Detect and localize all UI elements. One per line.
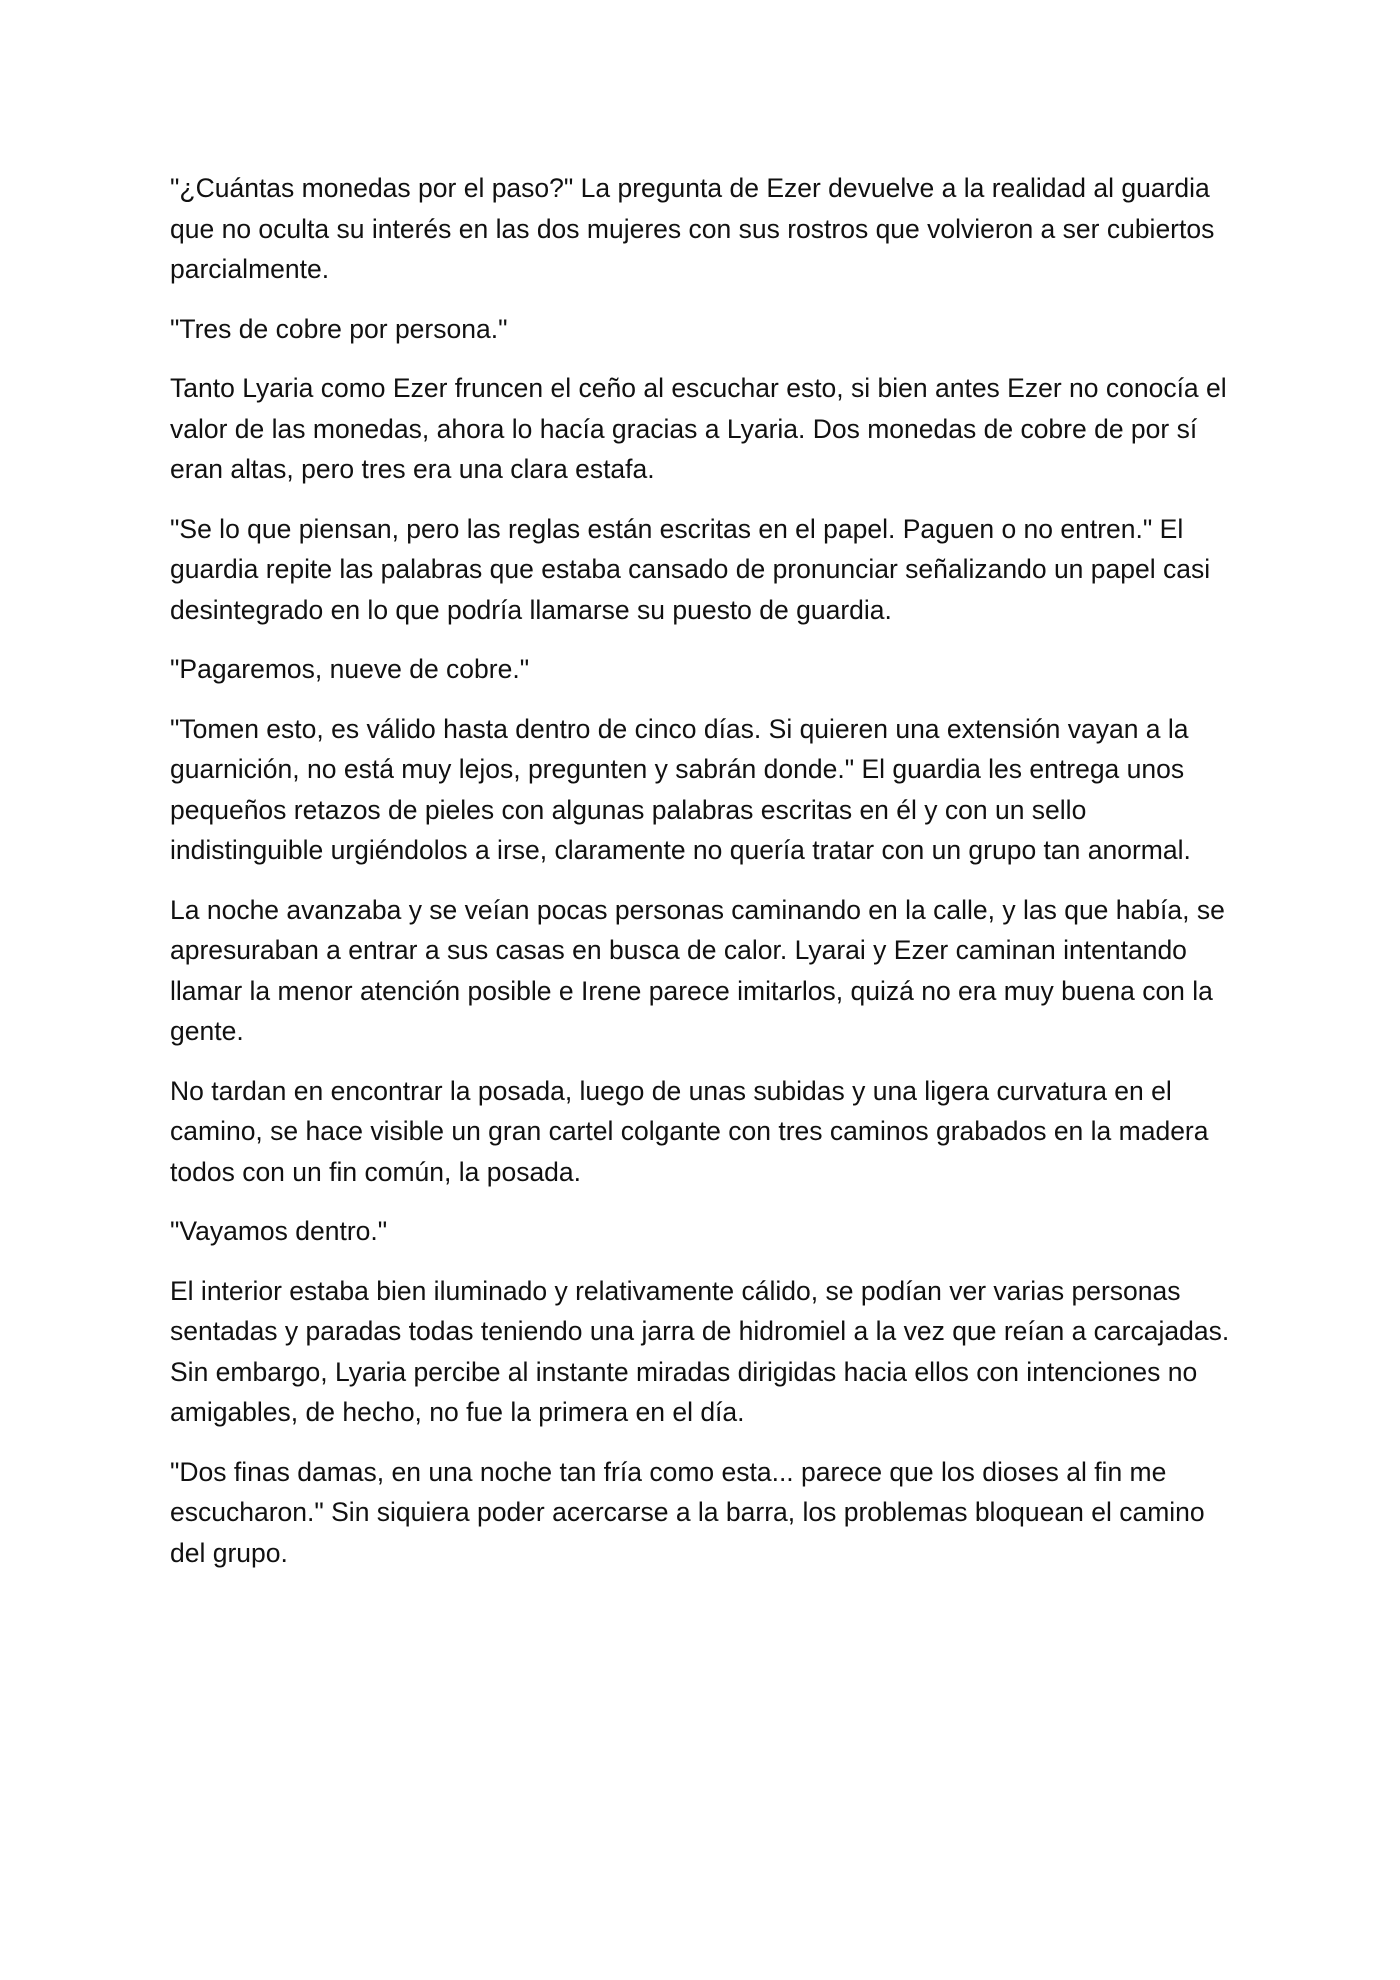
paragraph: "Pagaremos, nueve de cobre." — [170, 654, 530, 684]
document-body — [170, 168, 1245, 1592]
paragraph: No tardan en encontrar la posada, luego de unas subidas y una ligera curvatura en el camino, se hace visible un gran cartel colgante con tres caminos grabados en la madera todos con un fin común, la posada. — [170, 1075, 1209, 1187]
paragraph: "Tomen esto, es válido hasta dentro de cinco días. Si quieren una extensión vayan a la guarnición, no está muy lejos, pregunten y sabrán donde." El guardia les entrega unos pequeños retazos de pieles con algunas palabras escritas en él y con un sello indistinguible urgiéndolos a irse, claramente no quería tratar con un grupo tan anormal. — [170, 713, 1191, 865]
paragraph: "¿Cuántas monedas por el paso?" La pregunta de Ezer devuelve a la realidad al guardia que no oculta su interés en las dos mujeres con sus rostros que volvieron a ser cubiertos parcialmente. — [170, 173, 1215, 284]
paragraph: "Vayamos dentro." — [170, 1216, 388, 1246]
paragraph: "Tres de cobre por persona." — [170, 313, 508, 344]
paragraph: Tanto Lyaria como Ezer fruncen el ceño al escuchar esto, si bien antes Ezer no conocía el valor de las monedas, ahora lo hacía gracias a Lyaria. Dos monedas de cobre de por sí eran altas, pero tres era una clara estafa. — [170, 373, 1227, 484]
paragraph: La noche avanzaba y se veían pocas personas caminando en la calle, y las que había, se apresuraban a entrar a sus casas en busca de calor. Lyarai y Ezer caminan intentando llamar la menor atención posible e Irene parece imitarlos, quizá no era muy buena con la gente. — [170, 894, 1225, 1046]
paragraph: El interior estaba bien iluminado y relativamente cálido, se podían ver varias personas sentadas y paradas todas teniendo una jarra de hidromiel a la vez que reían a carcajadas. Sin embargo, Lyaria percibe al instante miradas dirigidas hacia ellos con intenciones no amigables, de hecho, no fue la primera en el día. — [170, 1275, 1230, 1427]
paragraph: "Se lo que piensan, pero las reglas están escritas en el papel. Paguen o no entren." El guardia repite las palabras que estaba cansado de pronunciar señalizando un papel casi desintegrado en lo que podría llamarse su puesto de guardia. — [170, 513, 1211, 625]
paragraph: "Dos finas damas, en una noche tan fría como esta... parece que los dioses al fin me escucharon." Sin siquiera poder acercarse a la barra, los problemas bloquean el camino del grupo. — [170, 1456, 1205, 1568]
